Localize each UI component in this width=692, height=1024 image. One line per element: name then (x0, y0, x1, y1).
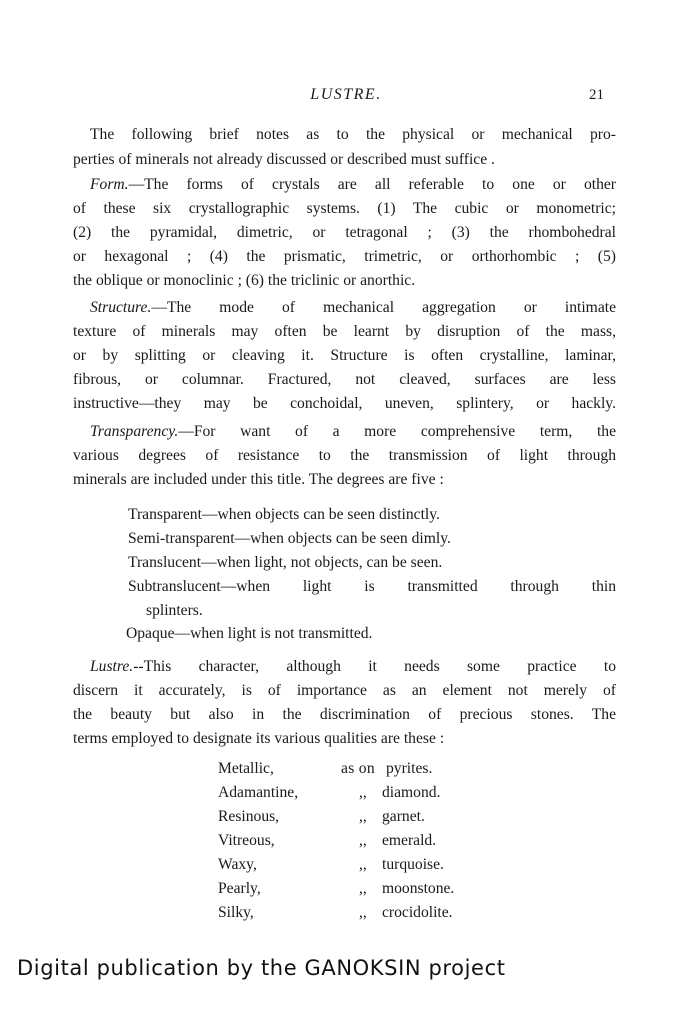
transparency-degree-continued: splinters. (146, 602, 203, 619)
structure-line: instructive—they may be conchoidal, uneven, splintery, or hackly. (73, 395, 616, 412)
lustre-line: terms employed to designate its various qualities are these : (73, 730, 445, 747)
lustre-ditto: ,, (359, 784, 367, 801)
publisher-footer: Digital publication by the GANOKSIN project (17, 956, 506, 980)
lustre-table-row (218, 853, 478, 877)
running-title: LUSTRE. (310, 86, 382, 103)
transparency-degree: Translucent—when light, not objects, can be seen. (128, 554, 443, 571)
transparency-line: Transparency.—For want of a more comprehensive term, the (90, 423, 616, 440)
lustre-term: Pearly, (218, 880, 261, 897)
form-line: or hexagonal ; (4) the prismatic, trimetric, or orthorhombic ; (5) (73, 248, 616, 265)
lustre-example: garnet. (382, 808, 425, 825)
lustre-term: Silky, (218, 904, 254, 921)
lustre-term: Resinous, (218, 808, 280, 825)
form-line: the oblique or monoclinic ; (6) the triclinic or anorthic. (73, 272, 416, 289)
intro-line: The following brief notes as to the physical or mechanical pro- (90, 126, 616, 143)
lustre-table-row (218, 805, 478, 829)
lustre-heading: Lustre. (90, 658, 134, 675)
lustre-term: Adamantine, (218, 784, 299, 801)
intro-line: perties of minerals not already discussed or described must suffice . (73, 151, 495, 168)
lustre-ditto: as on (341, 760, 375, 777)
structure-line: texture of minerals may often be learnt by disruption of the mass, (73, 323, 616, 340)
form-heading: Form. (90, 176, 129, 193)
structure-heading: Structure. (90, 299, 152, 316)
transparency-line: minerals are included under this title. The degrees are five : (73, 471, 444, 488)
page-number: 21 (589, 87, 604, 103)
structure-line: Structure.—The mode of mechanical aggregation or intimate (90, 299, 616, 316)
lustre-ditto: ,, (359, 832, 367, 849)
lustre-table-row (218, 829, 478, 853)
lustre-example: emerald. (382, 832, 437, 849)
running-head (0, 86, 692, 108)
lustre-ditto: ,, (359, 904, 367, 921)
transparency-heading: Transparency. (90, 423, 179, 440)
lustre-example: crocidolite. (382, 904, 453, 921)
lustre-line: Lustre.--This character, although it needs some practice to (90, 658, 616, 675)
lustre-ditto: ,, (359, 856, 367, 873)
lustre-table-row (218, 757, 478, 781)
lustre-table-row (218, 901, 478, 925)
lustre-term: Waxy, (218, 856, 257, 873)
lustre-term: Vitreous, (218, 832, 275, 849)
transparency-degree: Opaque—when light is not transmitted. (126, 625, 373, 642)
lustre-example: diamond. (382, 784, 441, 801)
lustre-ditto: ,, (359, 808, 367, 825)
lustre-line: the beauty but also in the discrimination of precious stones. The (73, 706, 616, 723)
transparency-degree: Semi-transparent—when objects can be seen dimly. (128, 530, 451, 547)
lustre-example: pyrites. (386, 760, 433, 777)
form-line: Form.—The forms of crystals are all referable to one or other (90, 176, 616, 193)
lustre-term: Metallic, (218, 760, 274, 777)
lustre-line: discern it accurately, is of importance as an element not merely of (73, 682, 616, 699)
lustre-example: turquoise. (382, 856, 444, 873)
form-line: of these six crystallographic systems. (1) The cubic or monometric; (73, 200, 616, 217)
structure-line: fibrous, or columnar. Fractured, not cleaved, surfaces are less (73, 371, 616, 388)
lustre-table-row (218, 877, 478, 901)
structure-line: or by splitting or cleaving it. Structure is often crystalline, laminar, (73, 347, 616, 364)
lustre-example: moonstone. (382, 880, 455, 897)
lustre-table-row (218, 781, 478, 805)
transparency-line: various degrees of resistance to the transmission of light through (73, 447, 616, 464)
form-line: (2) the pyramidal, dimetric, or tetragonal ; (3) the rhombohedral (73, 224, 616, 241)
transparency-degree: Transparent—when objects can be seen distinctly. (128, 506, 440, 523)
transparency-degree: Subtranslucent—when light is transmitted through thin (128, 578, 616, 595)
lustre-ditto: ,, (359, 880, 367, 897)
